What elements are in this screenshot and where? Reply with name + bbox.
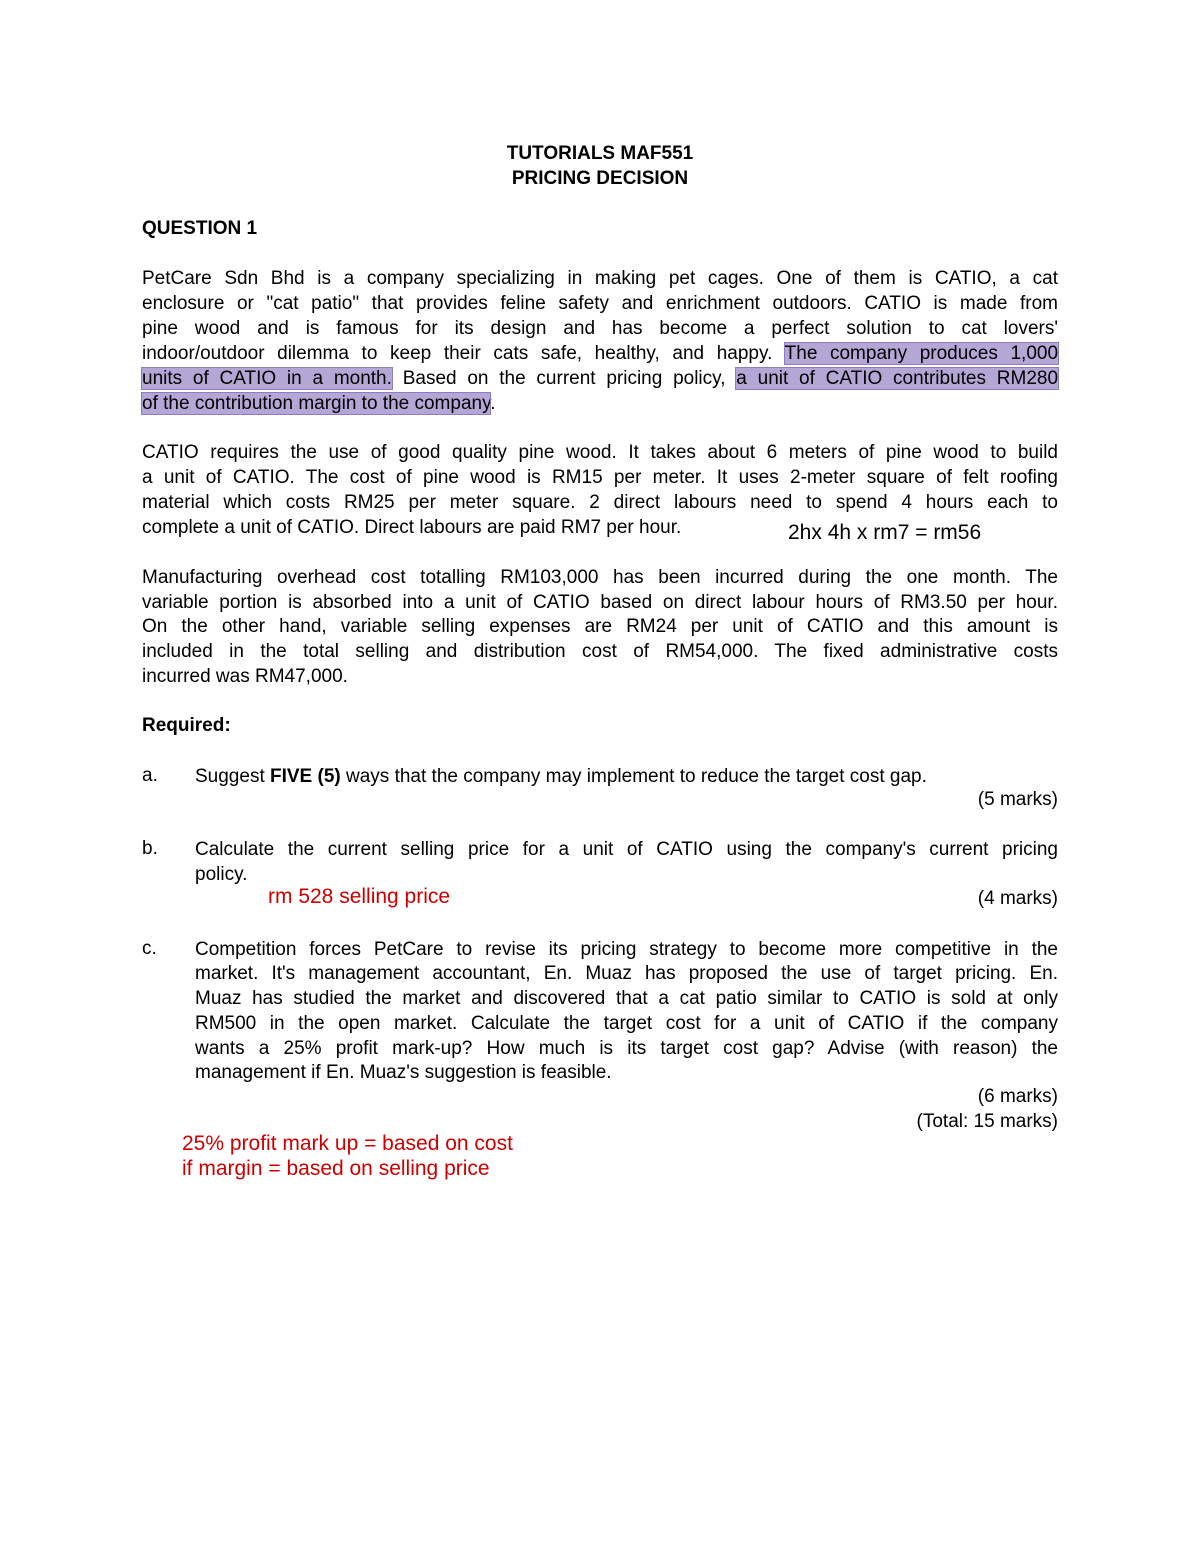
document-subtitle: PRICING DECISION <box>511 168 689 189</box>
question-c-line5: wants a 25% profit mark-up? How much is its target cost gap? Advise (with reason) the <box>195 1038 1058 1059</box>
question-c-line1: Competition forces PetCare to revise its pricing strategy to become more competitive in the <box>195 939 1058 960</box>
para1-line3: pine wood and is famous for its design and has become a perfect solution to cat lovers' <box>142 318 1058 339</box>
para3-line5: incurred was RM47,000. <box>142 666 348 687</box>
question-b-line2: policy. <box>195 864 248 885</box>
highlight-units-month: units of CATIO in a month. <box>142 368 392 389</box>
total-marks: (Total: 15 marks) <box>916 1111 1058 1132</box>
question-c-line6: management if En. Muaz's suggestion is feasible. <box>195 1062 612 1083</box>
markup-annotation-line2: if margin = based on selling price <box>182 1157 490 1180</box>
question-a-post: ways that the company may implement to reduce the target cost gap. <box>340 766 927 787</box>
question-a-pre: Suggest <box>195 766 270 787</box>
para2-line4: complete a unit of CATIO. Direct labours are paid RM7 per hour. <box>142 517 682 538</box>
question-c-line3: Muaz has studied the market and discovered that a cat patio similar to CATIO is sold at only <box>195 988 1058 1009</box>
question-a-label: a. <box>142 765 158 786</box>
question-a-bold: FIVE (5) <box>270 766 341 787</box>
question-c-marks: (6 marks) <box>977 1086 1058 1107</box>
para1-line5-text: Based on the current pricing policy, <box>402 368 726 389</box>
question-c-line4: RM500 in the open market. Calculate the target cost for a unit of CATIO if the company <box>195 1013 1058 1034</box>
para1-line5 <box>142 367 1058 392</box>
para1-line4 <box>142 342 1058 367</box>
question-a-marks: (5 marks) <box>977 789 1058 810</box>
para1-line1: PetCare Sdn Bhd is a company specializing in making pet cages. One of them is CATIO, a cat <box>142 268 1058 289</box>
highlight-contribution: a unit of CATIO contributes RM280 <box>736 368 1059 389</box>
para2-line2: a unit of CATIO. The cost of pine wood is RM15 per meter. It uses 2-meter square of felt roofing <box>142 467 1058 488</box>
para1-line2: enclosure or "cat patio" that provides feline safety and enrichment outdoors. CATIO is made from <box>142 293 1058 314</box>
question-c-label: c. <box>142 938 157 959</box>
para1-period: . <box>490 393 496 414</box>
para2-line3: material which costs RM25 per meter square. 2 direct labours need to spend 4 hours each to <box>142 492 1058 513</box>
selling-price-annotation: rm 528 selling price <box>268 885 451 908</box>
para3-line4: included in the total selling and distribution cost of RM54,000. The fixed administrative costs <box>142 641 1058 662</box>
highlight-production: The company produces 1,000 <box>784 343 1059 364</box>
question-a-text <box>195 765 1058 790</box>
para3-line1: Manufacturing overhead cost totalling RM103,000 has been incurred during the one month. The <box>142 567 1058 588</box>
para3-line2: variable portion is absorbed into a unit of CATIO based on direct labour hours of RM3.50 per hour. <box>142 592 1058 613</box>
question-c-line2: market. It's management accountant, En. Muaz has proposed the use of target pricing. En. <box>195 963 1058 984</box>
question-b-marks: (4 marks) <box>977 888 1058 909</box>
question-heading: QUESTION 1 <box>142 218 258 239</box>
required-label: Required: <box>142 715 231 736</box>
labour-annotation: 2hx 4h x rm7 = rm56 <box>788 521 982 544</box>
markup-annotation-line1: 25% profit mark up = based on cost <box>182 1132 513 1155</box>
para1-line4-text: indoor/outdoor dilemma to keep their cats safe, healthy, and happy. <box>142 343 773 364</box>
para1-line6 <box>142 392 1058 417</box>
question-b-line1: Calculate the current selling price for a unit of CATIO using the company's current pricing <box>195 839 1058 860</box>
para3-line3: On the other hand, variable selling expenses are RM24 per unit of CATIO and this amount is <box>142 616 1058 637</box>
question-b-label: b. <box>142 838 158 859</box>
document-title: TUTORIALS MAF551 <box>506 143 694 164</box>
para2-line1: CATIO requires the use of good quality pine wood. It takes about 6 meters of pine wood to build <box>142 442 1058 463</box>
highlight-contribution-cont: of the contribution margin to the company <box>142 393 491 414</box>
